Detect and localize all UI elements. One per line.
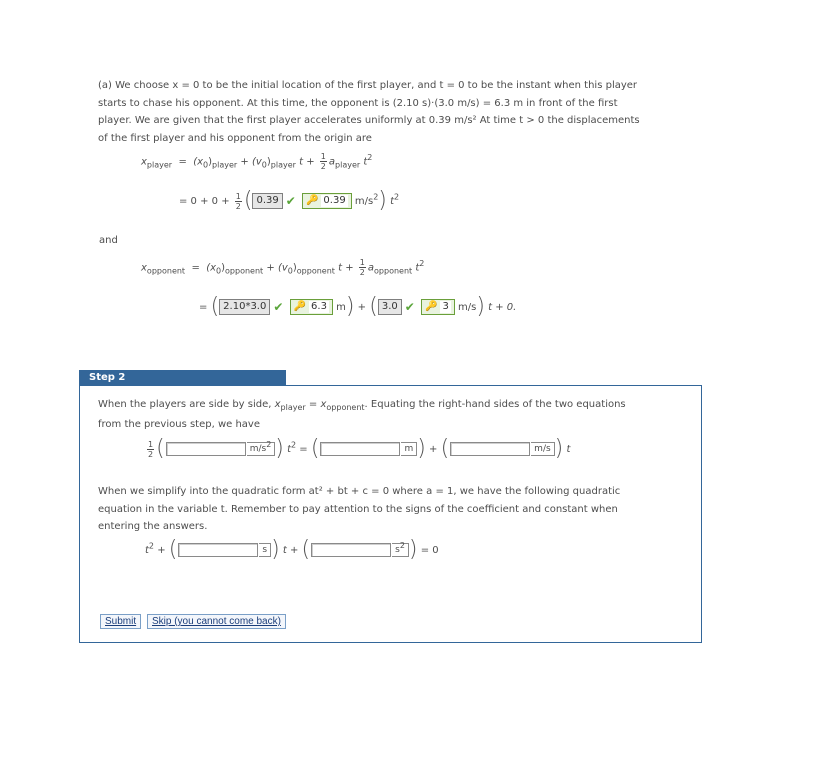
equation-player-values: = 0 + 0 + $\frac{1}{2}$ ( 0.39 ✔ 🔑 0.39 $m/s^2$) $t^2$: [179, 188, 400, 213]
given-velocity-box: 3.0: [378, 299, 402, 315]
step-2-quadratic-instructions: [98, 483, 698, 536]
velocity-input[interactable]: [450, 442, 530, 456]
step-2-para-line-3: entering the answers.: [98, 521, 208, 532]
step-2-para-line-2: equation in the variable t. Remember to pay attention to the signs of the coefficient and constant when: [98, 503, 618, 515]
step-2-tab: Step 2: [79, 370, 286, 385]
key-icon: 🔑: [305, 195, 319, 206]
answer-key-box: 🔑 6.3: [290, 299, 333, 315]
unit-label: m: [401, 442, 417, 456]
coefficient-b-input[interactable]: [178, 543, 258, 557]
unit-label: m/s: [531, 442, 555, 456]
equation-quadratic: $t^2$ + ( s ) t + ( $s^2$ ) = 0: [145, 537, 439, 562]
submit-button[interactable]: Submit: [100, 614, 141, 629]
answer-key-box: 🔑 0.39: [302, 193, 352, 209]
answer-key-box: 🔑 3: [421, 299, 455, 315]
step-2-line-2: from the previous step, we have: [98, 418, 261, 430]
step-2-intro: [98, 396, 698, 433]
part-a-line-2: starts to chase his opponent. At this time, the opponent is (2.10 s)·(3.0 m/s) = 6.3 m in front of the first: [98, 97, 618, 109]
given-acceleration-box: 0.39: [252, 193, 282, 209]
given-initial-position-box: 2.10*3.0: [219, 299, 270, 315]
equation-opponent-values: = ( 2.10*3.0 ✔ 🔑 6.3 m) + ( 3.0 ✔ 🔑 3 m/s) t + 0.: [199, 294, 517, 319]
unit-label: s: [259, 543, 271, 557]
step-2-line-1: When the players are side by side, $x_{player} = x_{opponent}$. Equating the right-hand sides of the two equations: [98, 399, 626, 412]
part-a-line-4: of the first player and his opponent from the origin are: [98, 132, 372, 144]
one-half-fraction: $\frac{1}{2}$: [359, 258, 365, 277]
and-label: and: [99, 235, 118, 246]
part-a-paragraph: [98, 77, 698, 147]
check-icon: ✔: [273, 300, 284, 314]
one-half-fraction: $\frac{1}{2}$: [148, 439, 154, 459]
equation-player-general: $x_{player} = (x_0)_{player} + (v_0)_{player}$ t + $\frac{1}{2}$ $a_{player}$ $t^2$: [141, 152, 373, 171]
equation-equate: $\frac{1}{2}$ ( $m/s^2$ ) $t^2$ = ( m ) + ( m/s ) t: [148, 436, 571, 461]
initial-position-input[interactable]: [320, 442, 400, 456]
unit-label: $m/s^2$: [247, 442, 276, 456]
equation-opponent-general: $x_{opponent} = (x_0)_{opponent} + (v_0)_{opponent}$ t + $\frac{1}{2}$ $a_{opponent}$ $t^2$: [141, 258, 425, 277]
one-half-fraction: $\frac{1}{2}$: [320, 152, 326, 171]
part-a-line-1: (a) We choose x = 0 to be the initial location of the first player, and t = 0 to be the instant when this player: [98, 80, 638, 91]
one-half-fraction: $\frac{1}{2}$: [235, 191, 241, 211]
check-icon: ✔: [404, 300, 415, 314]
key-icon: 🔑: [425, 301, 438, 312]
acceleration-input[interactable]: [166, 442, 246, 456]
unit-label: $s^2$: [392, 543, 409, 557]
check-icon: ✔: [285, 194, 296, 208]
constant-c-input[interactable]: [311, 543, 391, 557]
key-icon: 🔑: [293, 301, 307, 312]
skip-button[interactable]: Skip (you cannot come back): [147, 614, 286, 629]
step-2-para-line-1: When we simplify into the quadratic form at² + bt + c = 0 where a = 1, we have the following quadratic: [98, 486, 621, 497]
part-a-line-3: player. We are given that the first player accelerates uniformly at 0.39 m/s² At time t > 0 the displacements: [98, 115, 640, 126]
